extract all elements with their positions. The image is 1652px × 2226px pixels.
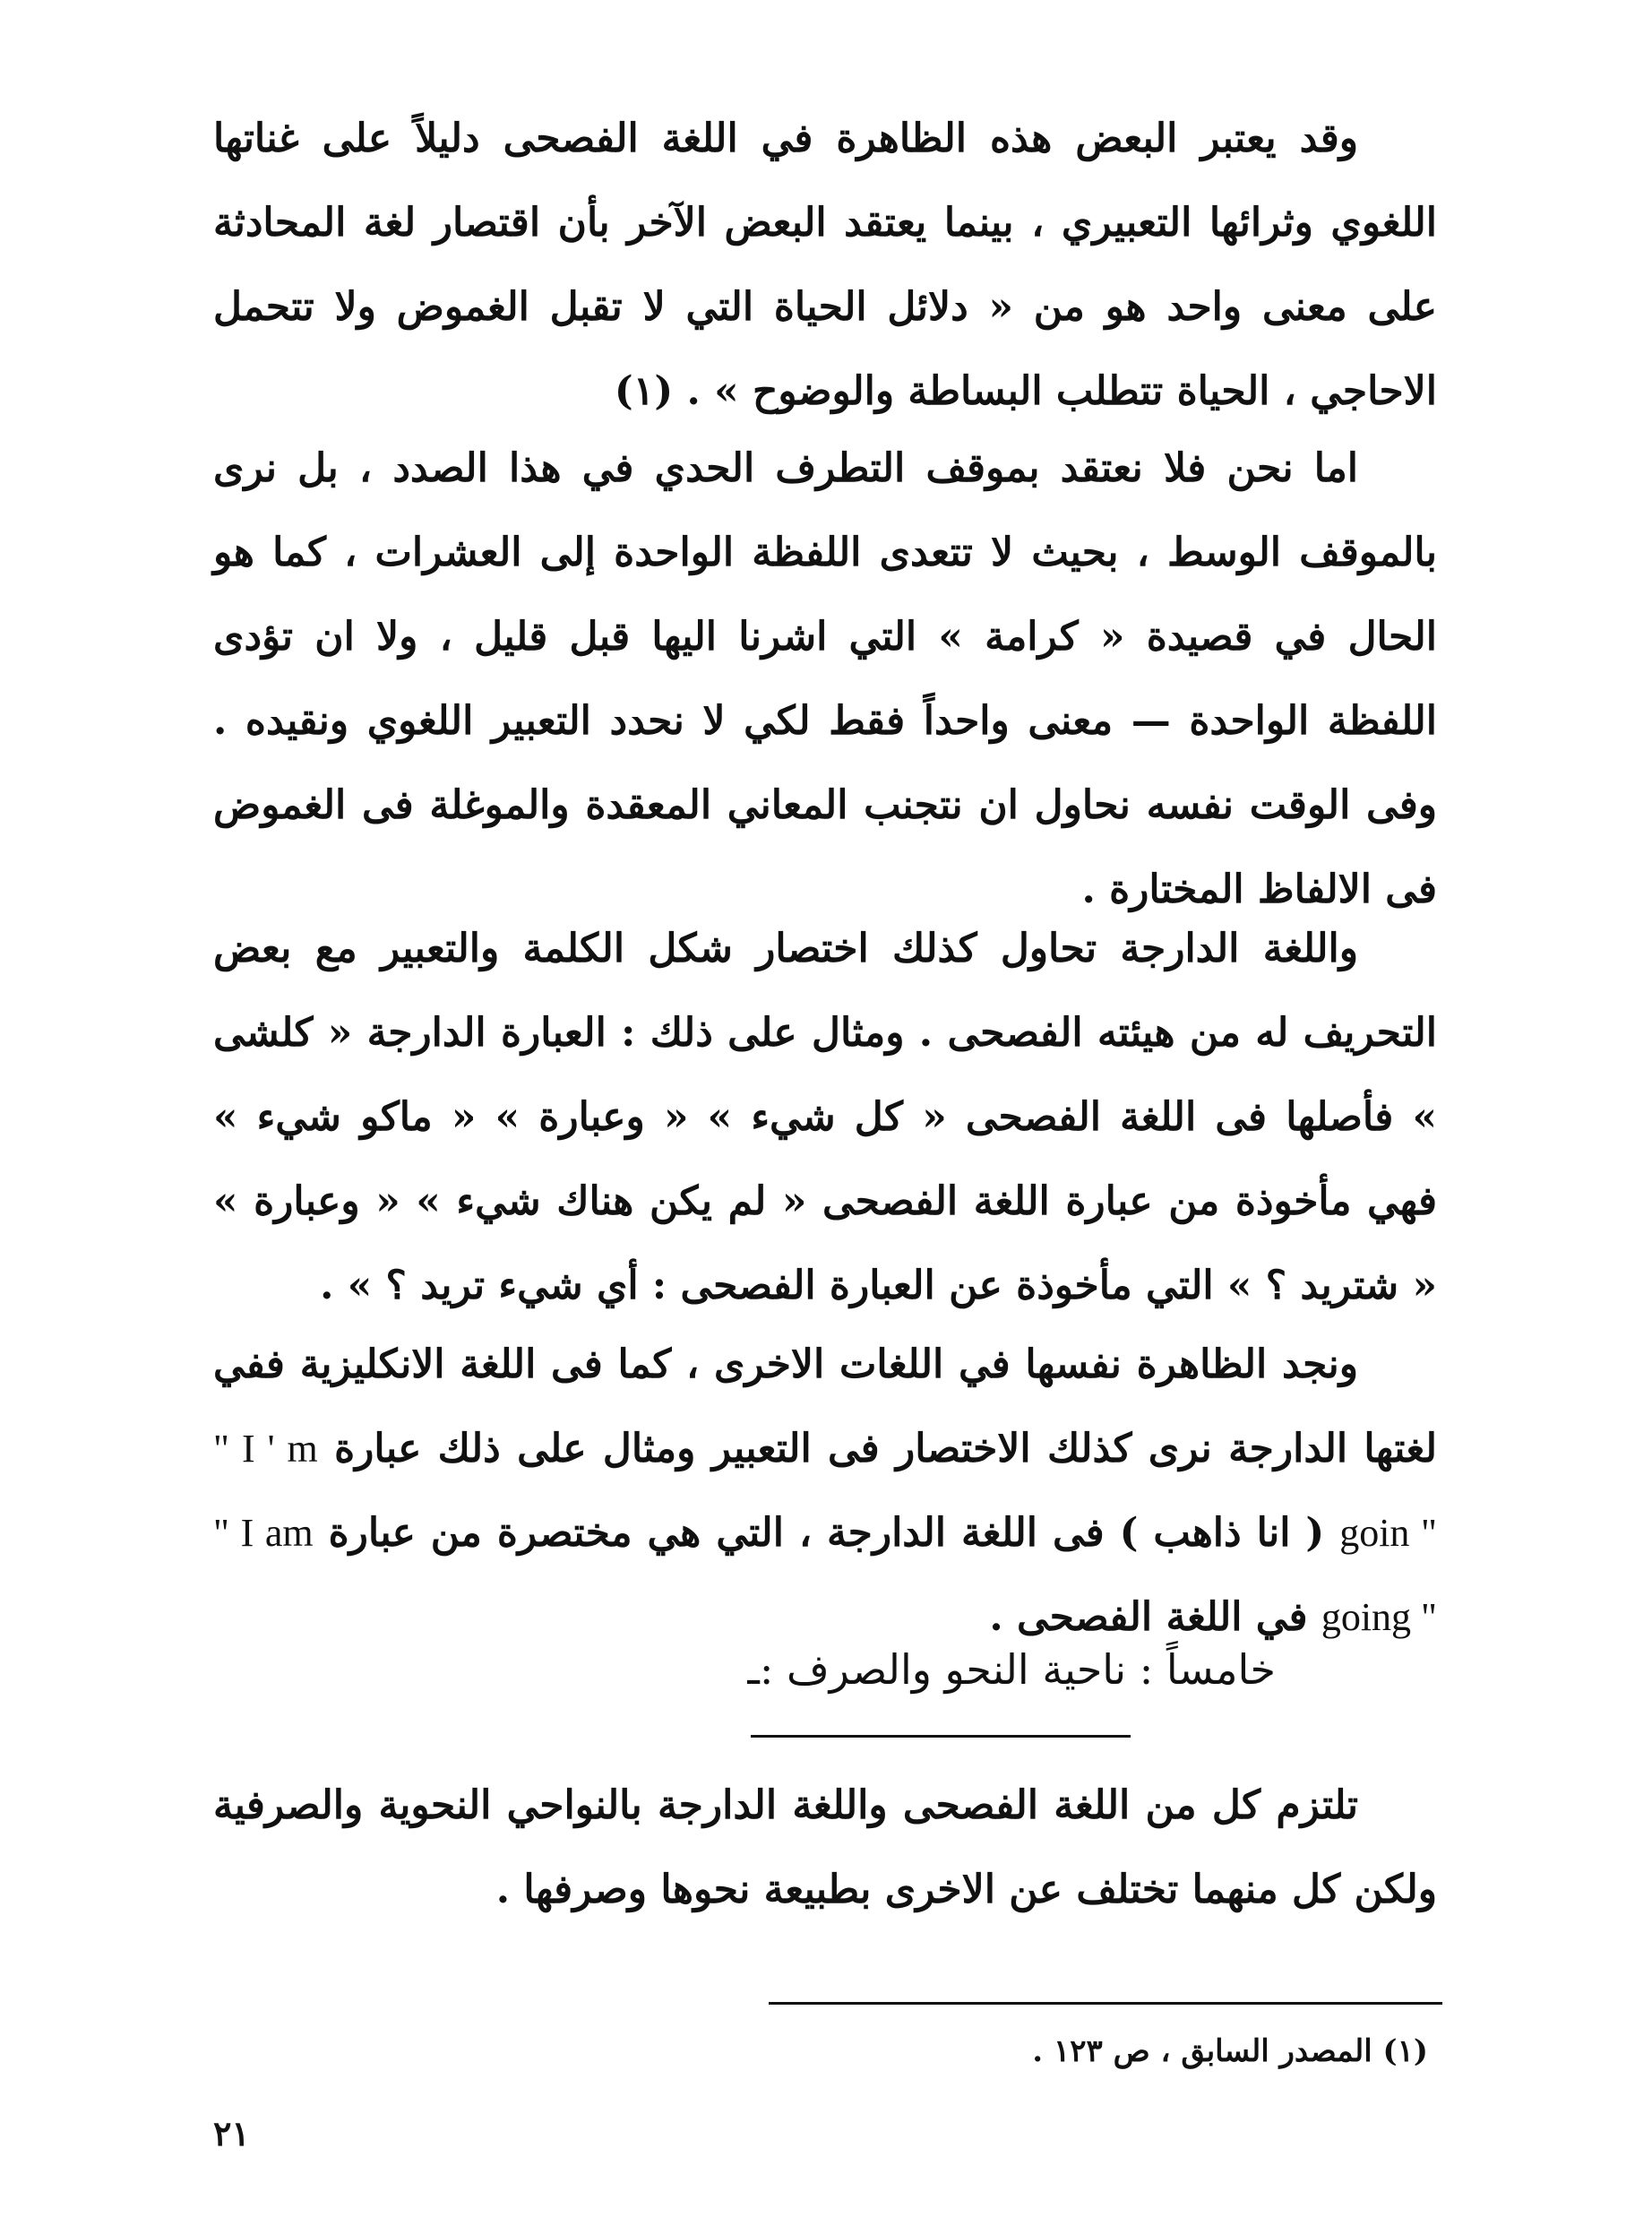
paragraph-4-text — [213, 1323, 1437, 1660]
paragraph-4-part-1: ونجد الظاهرة نفسها في اللغات الاخرى ، كما فى اللغة الانكليزية ففي لغتها الدارجة نرى كذلك الاختصار فى التعبير ومثال على ذلك عبارة — [213, 1342, 1438, 1471]
paragraph-4-part-2: ( انا ذاهب ) فى اللغة الدارجة ، التي هي مختصرة من عبارة — [313, 1510, 1340, 1556]
english-quote-formal: " I am going " — [213, 1511, 1437, 1639]
paragraph-3-text: واللغة الدارجة تحاول كذلك اختصار شكل الكلمة والتعبير مع بعض التحريف له من هيئته الفصحى . ومثال على ذلك : العبارة الدارجة « كلشى » فأصلها فى اللغة الفصحى « كل شيء » « وعبارة » « ماكو شيء » فهي مأخوذة من عبارة اللغة الفصحى « لم يكن هناك شيء » « وعبارة » « شتريد ؟ » التي مأخوذة عن العبارة الفصحى : أي شيء تريد ؟ » . — [213, 926, 1437, 1308]
paragraph-1-text: وقد يعتبر البعض هذه الظاهرة في اللغة الفصحى دليلاً على غناتها اللغوي وثرائها التعبيري ، بينما يعتقد البعض الآخر بأن اقتصار لغة المحادثة على معنى واحد هو من « دلائل الحياة التي لا تقبل الغموض ولا تتحمل الاحاجي ، الحياة تتطلب البساطة والوضوح » . (١) — [213, 116, 1437, 414]
paragraph-5-text: تلتزم كل من اللغة الفصحى واللغة الدارجة بالنواحي النحوية والصرفية ولكن كل منهما تختلف عن الاخرى بطبيعة نحوها وصرفها . — [213, 1782, 1437, 1912]
footnote-divider — [769, 2002, 1442, 2005]
page-number: ٢١ — [213, 2113, 250, 2153]
heading-underline — [751, 1735, 1131, 1738]
paragraph-2-text: اما نحن فلا نعتقد بموقف التطرف الحدي في هذا الصدد ، بل نرى بالموقف الوسط ، بحيث لا تتعدى اللفظة الواحدة إلى العشرات ، كما هو الحال في قصيدة « كرامة » التي اشرنا اليها قبل قليل ، ولا ان تؤدى اللفظة الواحدة — معنى واحداً فقط لكي لا نحدد التعبير اللغوي ونقيده . وفى الوقت نفسه نحاول ان نتجنب المعاني المعقدة والموغلة فى الغموض فى الالفاظ المختارة . — [213, 445, 1437, 912]
paragraph-1 — [213, 97, 1437, 434]
section-heading: خامساً : ناحية النحو والصرف :ـ — [747, 1645, 1276, 1694]
english-quote-informal: " I ' m goin " — [213, 1427, 1438, 1555]
paragraph-5 — [213, 1764, 1437, 1932]
paragraph-4-part-3: في اللغة الفصحى . — [989, 1594, 1321, 1640]
paragraph-3 — [213, 907, 1437, 1328]
footnote: (١) المصدر السابق ، ص ١٢٣ . — [1032, 2033, 1428, 2069]
paragraph-2 — [213, 427, 1437, 932]
paragraph-4-english-example — [213, 1323, 1437, 1660]
